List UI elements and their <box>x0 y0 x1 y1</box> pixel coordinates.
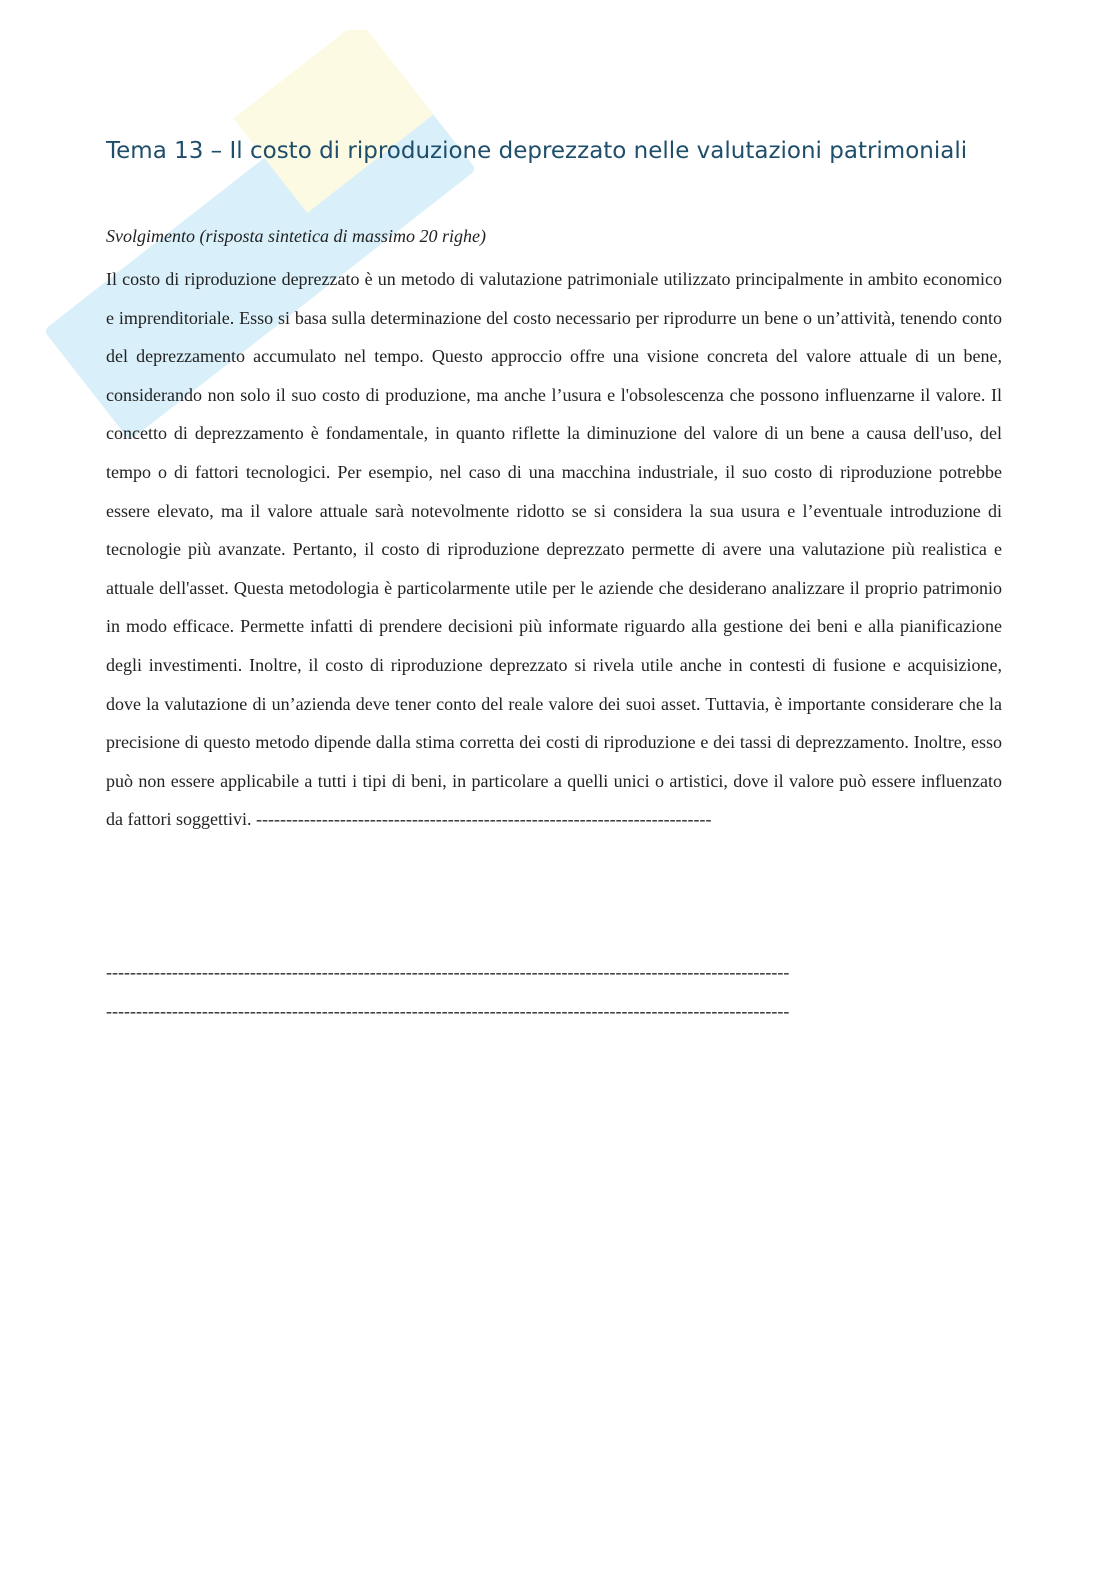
page-title: Tema 13 – Il costo di riproduzione deprezzato nelle valutazioni patrimoniali <box>106 138 968 164</box>
dash-line: ------------------------------------------------------------------------------------------------------------------ <box>106 962 790 982</box>
watermark-yellow-band <box>233 30 433 213</box>
section-subtitle: Svolgimento (risposta sintetica di massimo 20 righe) <box>106 226 486 246</box>
answer-paragraph: Il costo di riproduzione deprezzato è un metodo di valutazione patrimoniale utilizzato principalmente in ambito economico e imprenditoriale. Esso si basa sulla determinazione del costo necessario per riprodurre un bene o un’attività, tenendo conto del deprezzamento accumulato nel tempo. Questo approccio offre una visione concreta del valore attuale di un bene, considerando non solo il suo costo di produzione, ma anche l’usura e l'obsolescenza che possono influenzarne il valore. Il concetto di deprezzamento è fondamentale, in quanto riflette la diminuzione del valore di un bene a causa dell'uso, del tempo o di fattori tecnologici. Per esempio, nel caso di una macchina industriale, il suo costo di riproduzione potrebbe essere elevato, ma il valore attuale sarà notevolmente ridotto se si considera la sua usura e l’eventuale introduzione di tecnologie più avanzate. Pertanto, il costo di riproduzione deprezzato permette di avere una valutazione più realistica e attuale dell'asset. Questa metodologia è particolarmente utile per le aziende che desiderano analizzare il proprio patrimonio in modo efficace. Permette infatti di prendere decisioni più informate riguardo alla gestione dei beni e alla pianificazione degli investimenti. Inoltre, il costo di riproduzione deprezzato si rivela utile anche in contesti di fusione e acquisizione, dove la valutazione di un’azienda deve tener conto del reale valore dei suoi asset. Tuttavia, è importante considerare che la precisione di questo metodo dipende dalla stima corretta dei costi di riproduzione e dei tassi di deprezzamento. Inoltre, esso può non essere applicabile a tutti i tipi di beni, in particolare a quelli unici o artistici, dove il valore può essere influenzato da fattori soggettivi. ---------------------------------------------------------------------------- <box>106 269 1002 830</box>
dash-line: ------------------------------------------------------------------------------------------------------------------ <box>106 1001 790 1021</box>
